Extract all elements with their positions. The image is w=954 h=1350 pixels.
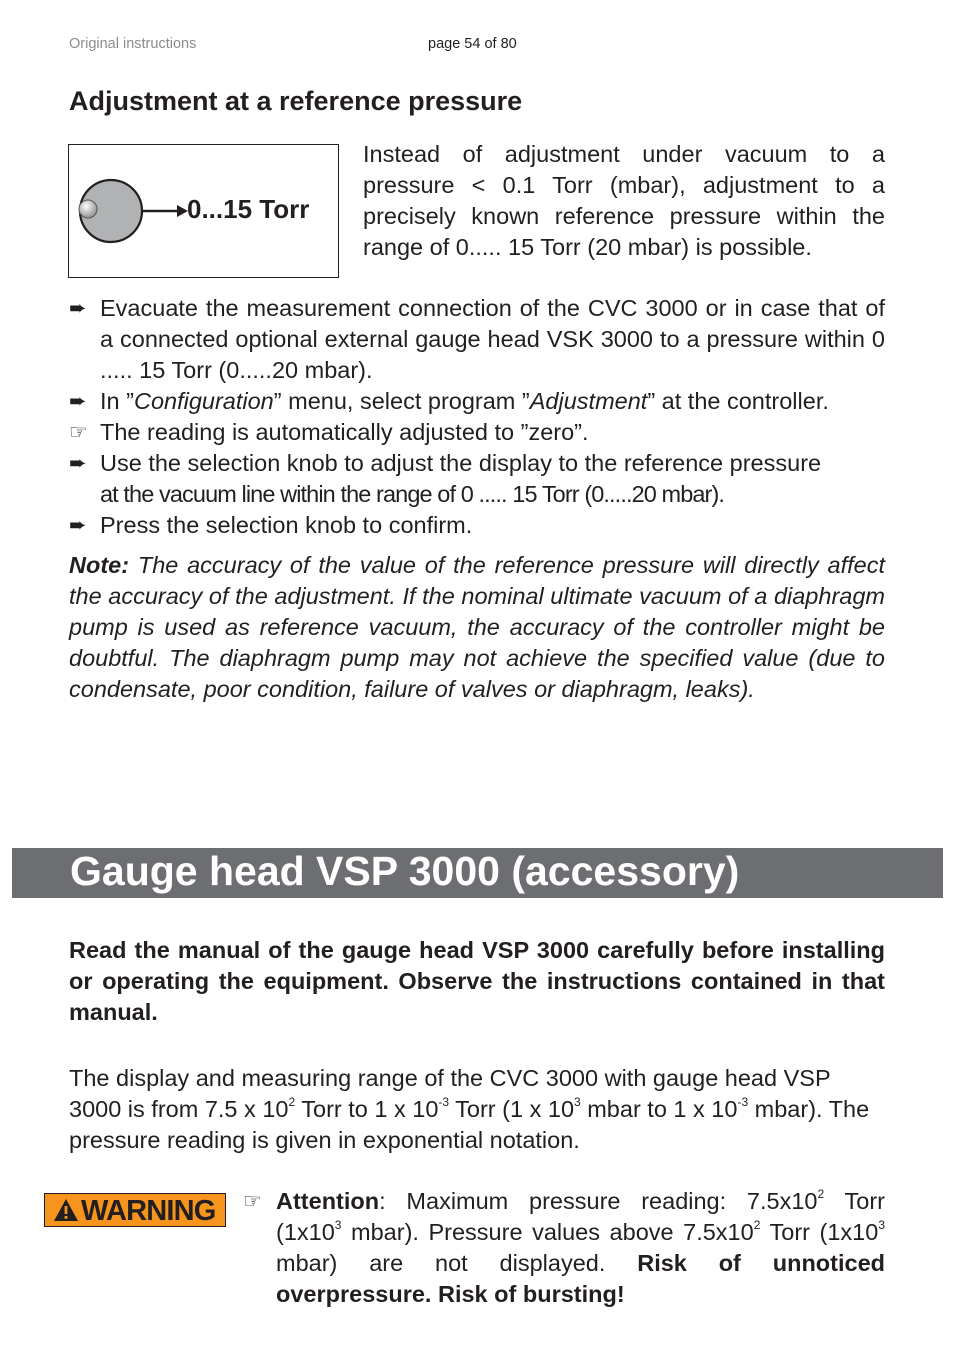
step-text-mid: ” menu, select program ” xyxy=(273,388,530,414)
step-item xyxy=(69,448,885,510)
exponent: 3 xyxy=(878,1218,885,1233)
selection-knob-diagram xyxy=(68,144,339,278)
attention-text-part: : Maximum pressure reading: 7.5x10 xyxy=(379,1188,818,1214)
arrow-icon: ➨ xyxy=(69,452,87,475)
step-text-post: ” at the controller. xyxy=(647,388,829,414)
exponent: 3 xyxy=(334,1218,342,1233)
range-text: Torr (1 x 10 xyxy=(449,1096,575,1122)
step-text: Evacuate the measurement connection of the CVC 3000 or in case that of a connected optional external gauge head VSK 3000 to a pressure within 0 ..... 15 Torr (0.....20 mbar). xyxy=(100,295,885,383)
warning-badge-label: WARNING xyxy=(81,1195,216,1227)
step-item xyxy=(69,293,885,386)
note-label: Note: xyxy=(69,552,130,578)
range-text: The display and measuring range of the CVC 3000 with gauge head VSP 3000 is from 7.5 x 10 xyxy=(69,1065,831,1122)
header-page-number: page 54 of 80 xyxy=(428,36,517,52)
attention-text xyxy=(276,1186,885,1310)
step-item xyxy=(69,386,885,417)
chapter-banner xyxy=(12,848,943,898)
pointing-hand-icon: ☞ xyxy=(243,1190,262,1213)
step-text: Use the selection knob to adjust the display to the reference pressure xyxy=(100,450,822,476)
measuring-range-paragraph xyxy=(69,1063,885,1156)
arrow-icon: ➨ xyxy=(69,514,87,537)
exponent: -3 xyxy=(737,1095,749,1110)
step-item xyxy=(69,510,885,541)
menu-name-configuration: Configuration xyxy=(133,388,274,414)
attention-text-part: mbar) are not displayed. xyxy=(276,1250,638,1276)
pointing-hand-icon: ☞ xyxy=(69,421,88,444)
step-text-continued: at the vacuum line within the range of 0 ..... 15 Torr (0.....20 mbar). xyxy=(100,481,725,507)
attention-text-part: Torr (1x10 xyxy=(760,1219,879,1245)
intro-paragraph: Instead of adjustment under vacuum to a pressure < 0.1 Torr (mbar), adjustment to a precisely known reference pressure within the range of 0..... 15 Torr (20 mbar) is possible. xyxy=(363,141,885,260)
knob-indicator-ball-icon xyxy=(79,200,97,218)
warning-badge xyxy=(44,1193,226,1227)
warning-triangle-icon xyxy=(53,1198,79,1222)
range-text: mbar to 1 x 10 xyxy=(580,1096,738,1122)
arrow-icon: ➨ xyxy=(69,390,87,413)
step-item xyxy=(69,417,885,448)
attention-text-part: mbar). Pressure values above 7.5x10 xyxy=(341,1219,754,1245)
risk-statement: Risk of unnoticed overpressure. Risk of bursting! xyxy=(276,1250,885,1307)
exponent: 3 xyxy=(574,1095,581,1110)
chapter-title: Gauge head VSP 3000 (accessory) xyxy=(70,848,740,894)
arrow-icon: ➨ xyxy=(69,297,87,320)
range-text: Torr to 1 x 10 xyxy=(295,1096,439,1122)
exponent: 2 xyxy=(753,1218,761,1233)
read-manual-notice: Read the manual of the gauge head VSP 3000 carefully before installing or operating the equipment. Observe the instructions contained in that manual. xyxy=(69,937,885,1025)
step-text: Press the selection knob to confirm. xyxy=(100,512,473,538)
attention-text-part: Torr (1x10 xyxy=(276,1188,885,1245)
attention-label: Attention xyxy=(276,1188,380,1214)
exponent: -3 xyxy=(438,1095,450,1110)
range-text: mbar). The pressure reading is given in exponential notation. xyxy=(69,1096,870,1153)
section-title: Adjustment at a reference pressure xyxy=(69,86,523,116)
step-text-pre: In ” xyxy=(100,388,134,414)
exponent: 2 xyxy=(817,1187,825,1202)
attention-notice xyxy=(243,1186,885,1310)
instruction-steps xyxy=(69,293,885,541)
program-name-adjustment: Adjustment xyxy=(529,388,648,414)
note-paragraph xyxy=(69,550,885,705)
pressure-range-label: 0...15 Torr xyxy=(187,194,310,224)
step-text: The reading is automatically adjusted to ”zero”. xyxy=(100,419,589,445)
exponent: 2 xyxy=(288,1095,296,1110)
note-text: The accuracy of the value of the reference pressure will directly affect the accuracy of the adjustment. If the nominal ultimate vacuum of a diaphragm pump is used as reference vacuum, the accuracy of the controller might be doubtful. The diaphragm pump may not achieve the specified value (due to condensate, poor condition, failure of valves or diaphragm, leaks). xyxy=(69,552,885,702)
header-document-type: Original instructions xyxy=(69,36,197,52)
